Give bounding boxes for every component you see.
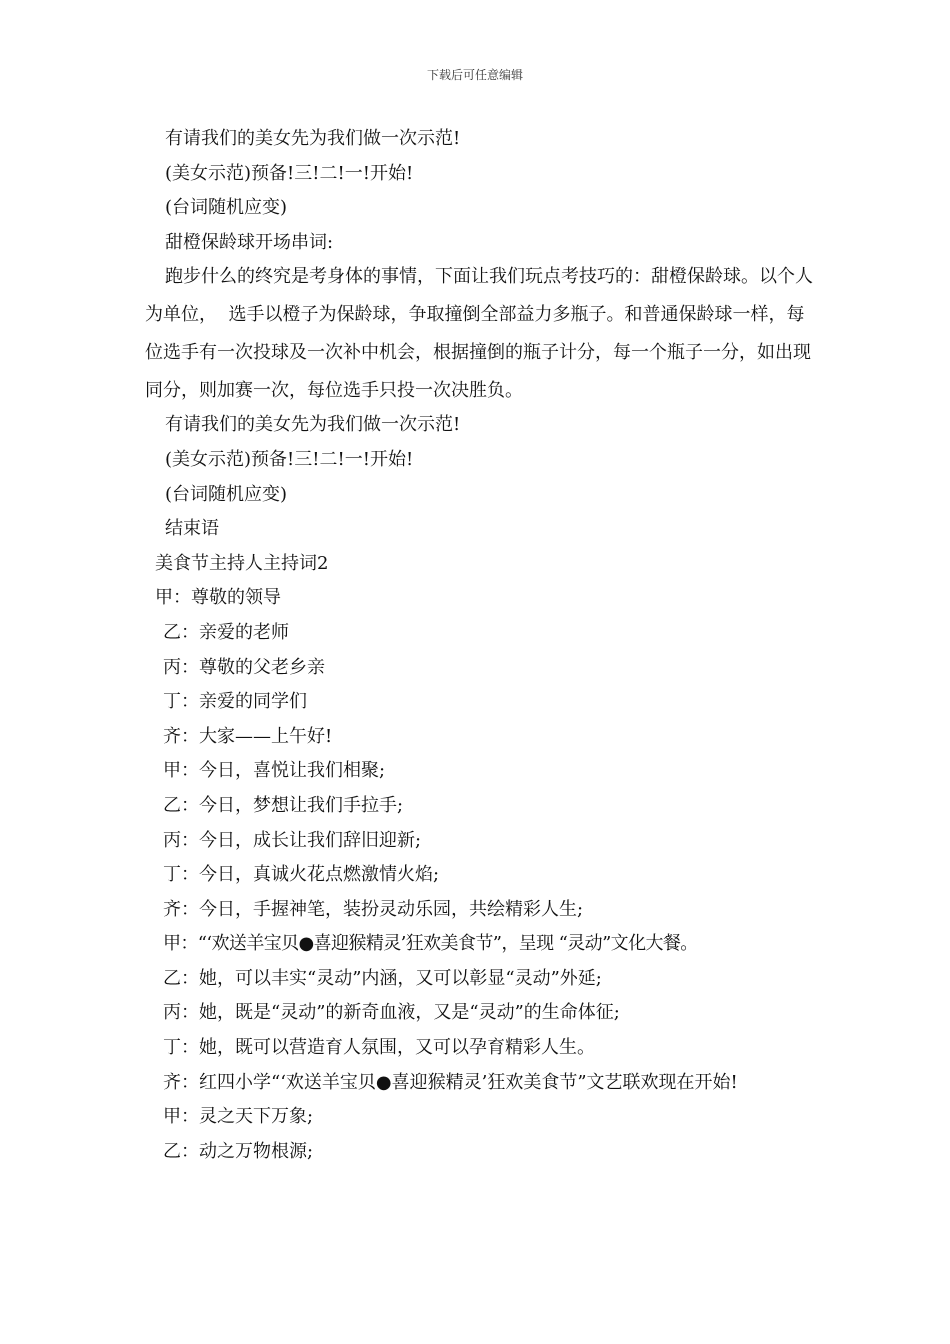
dialogue-line: 齐：大家——上午好! <box>163 725 333 747</box>
paragraph: (美女示范)预备!三!二!一!开始! <box>165 448 414 470</box>
paragraph: (台词随机应变) <box>165 483 288 505</box>
dialogue-line: 丙：尊敬的父老乡亲 <box>163 656 325 678</box>
paragraph: 结束语 <box>165 518 219 540</box>
dialogue-line: 丁：亲爱的同学们 <box>163 691 307 713</box>
paragraph: 跑步什么的终究是考身体的事情，下面让我们玩点考技巧的：甜橙保龄球。以个人为单位， 选手以橙子为保龄球，争取撞倒全部益力多瓶子。和普通保龄球一样，每位选手有一次投球及一次补中机会，根据撞倒的瓶子计分，每一个瓶子一分，如出现同分，则加赛一次，每位选手只投一次决胜负。 <box>145 266 813 402</box>
section-title: 美食节主持人主持词2 <box>155 552 329 574</box>
dialogue-line: 丙：今日，成长让我们辞旧迎新; <box>163 829 422 851</box>
dialogue-line: 乙：她，可以丰实“灵动”内涵，又可以彰显“灵动”外延; <box>163 967 602 989</box>
document-body <box>145 122 820 1169</box>
paragraph: 甜橙保龄球开场串词: <box>165 231 334 253</box>
dialogue-line: 乙：动之万物根源; <box>163 1140 314 1162</box>
dialogue-line: 甲：灵之天下万象; <box>163 1106 314 1128</box>
dialogue-line: 丙：她，既是“灵动”的新奇血液，又是“灵动”的生命体征; <box>163 1002 620 1024</box>
dialogue-line: 甲：“‘欢送羊宝贝●喜迎猴精灵’狂欢美食节”，呈现 “灵动”文化大餐。 <box>163 933 698 955</box>
dialogue-line: 乙：亲爱的老师 <box>163 621 289 643</box>
dialogue-line: 甲：尊敬的领导 <box>155 587 281 609</box>
dialogue-line: 甲：今日，喜悦让我们相聚; <box>163 760 386 782</box>
paragraph: (台词随机应变) <box>165 197 288 219</box>
paragraph: 有请我们的美女先为我们做一次示范! <box>165 128 461 149</box>
paragraph: (美女示范)预备!三!二!一!开始! <box>165 162 414 184</box>
page-header-note: 下载后可任意编辑 <box>426 68 523 82</box>
dialogue-line: 齐：红四小学“‘欢送羊宝贝●喜迎猴精灵’狂欢美食节”文艺联欢现在开始! <box>163 1071 738 1093</box>
dialogue-line: 丁：她，既可以营造育人氛围，又可以孕育精彩人生。 <box>163 1037 595 1059</box>
dialogue-line: 乙：今日，梦想让我们手拉手; <box>163 794 404 816</box>
dialogue-line: 丁：今日，真诚火花点燃激情火焰; <box>163 864 440 886</box>
paragraph: 有请我们的美女先为我们做一次示范! <box>165 414 461 436</box>
dialogue-line: 齐：今日，手握神笔，装扮灵动乐园，共绘精彩人生; <box>163 898 584 920</box>
